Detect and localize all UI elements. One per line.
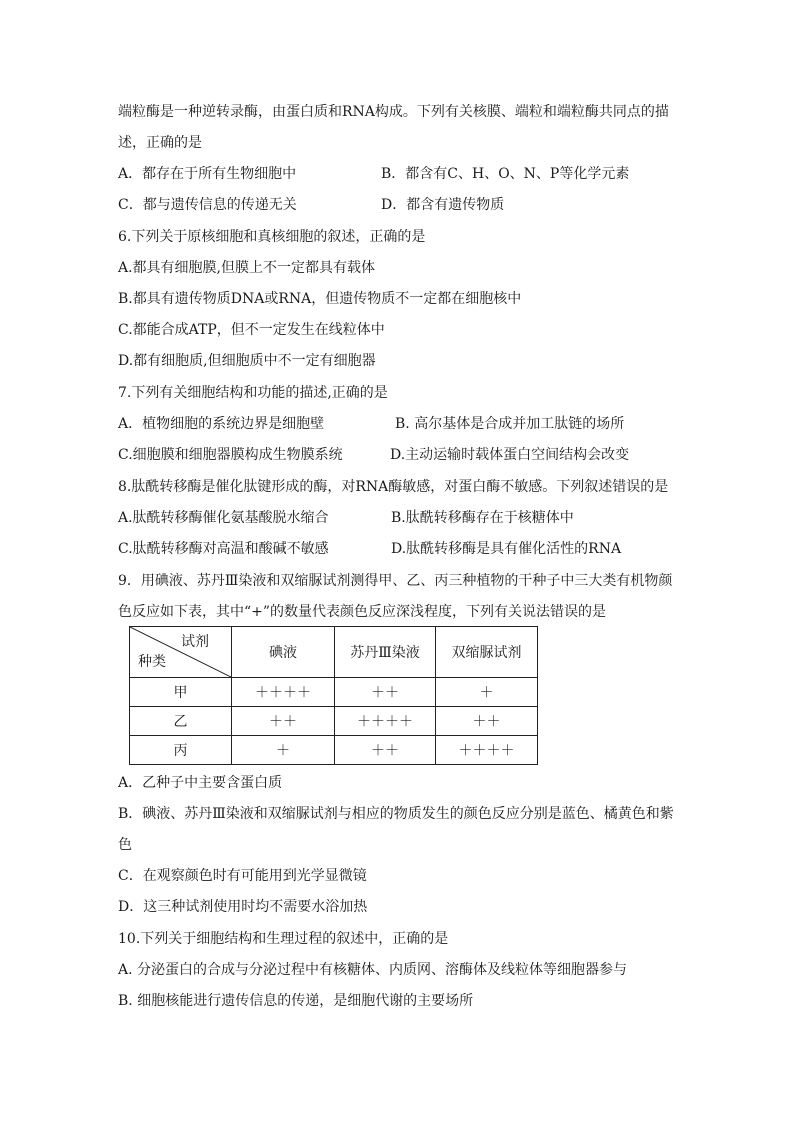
table-cell: ＋ — [436, 678, 538, 707]
q7-option-d: D.主动运输时载体蛋白空间结构会改变 — [390, 447, 630, 463]
q6-option-b: B.都具有遗传物质DNA或RNA，但遗传物质不一定都在细胞核中 — [118, 291, 522, 307]
q7-option-a: A．植物细胞的系统边界是细胞壁 — [118, 416, 325, 432]
column-header: 碘液 — [232, 627, 335, 678]
q9-stem-line2: 色反应如下表，其中“+”的数量代表颜色反应深浅程度，下列有关说法错误的是 — [118, 604, 607, 620]
reagent-table — [129, 626, 538, 765]
q8-option-d: D.肽酰转移酶是具有催化活性的RNA — [391, 541, 622, 557]
q10-option-a: A. 分泌蛋白的合成与分泌过程中有核糖体、内质网、溶酶体及线粒体等细胞器参与 — [118, 962, 628, 978]
column-header: 双缩脲试剂 — [436, 627, 538, 678]
table-cell: ＋＋ — [232, 707, 335, 736]
q10-stem: 10.下列关于细胞结构和生理过程的叙述中，正确的是 — [118, 931, 449, 947]
q9-option-b-line2: 色 — [118, 837, 132, 853]
q9-option-c: C．在观察颜色时有可能用到光学显微镜 — [118, 868, 367, 884]
q9-option-b-line1: B．碘液、苏丹Ⅲ染液和双缩脲试剂与相应的物质发生的颜色反应分别是蓝色、橘黄色和紫 — [118, 806, 674, 822]
table-cell: ＋＋ — [436, 707, 538, 736]
table-cell: ＋＋＋＋ — [436, 736, 538, 765]
table-row — [130, 736, 538, 765]
q9-option-d: D．这三种试剂使用时均不需要水浴加热 — [118, 899, 368, 915]
q5-option-b: B．都含有C、H、O、N、P等化学元素 — [381, 166, 630, 182]
q6-option-d: D.都有细胞质,但细胞质中不一定有细胞器 — [118, 353, 376, 369]
q6-option-c: C.都能合成ATP，但不一定发生在线粒体中 — [118, 322, 385, 338]
q6-stem: 6.下列关于原核细胞和真核细胞的叙述，正确的是 — [118, 229, 426, 245]
q5-stem-line1: 端粒酶是一种逆转录酶，由蛋白质和RNA构成。下列有关核膜、端粒和端粒酶共同点的描 — [118, 104, 669, 120]
row-label: 丙 — [130, 736, 232, 765]
q7-option-b: B. 高尔基体是合成并加工肽链的场所 — [395, 416, 625, 432]
q8-option-a: A.肽酰转移酶催化氨基酸脱水缩合 — [118, 510, 329, 526]
q10-option-b: B. 细胞核能进行遗传信息的传递，是细胞代谢的主要场所 — [118, 993, 474, 1009]
q5-option-a: A．都存在于所有生物细胞中 — [118, 166, 297, 182]
q5-option-d: D．都含有遗传物质 — [381, 197, 505, 213]
q8-option-c: C.肽酰转移酶对高温和酸碱不敏感 — [118, 541, 329, 557]
q9-stem-line1: 9．用碘液、苏丹Ⅲ染液和双缩脲试剂测得甲、乙、丙三种植物的干种子中三大类有机物颜 — [118, 573, 673, 589]
row-label: 甲 — [130, 678, 232, 707]
q5-stem-line2: 述，正确的是 — [118, 135, 202, 151]
table-cell: ＋＋＋＋ — [232, 678, 335, 707]
table-cell: ＋＋ — [335, 736, 436, 765]
table-row — [130, 678, 538, 707]
corner-label-reagent: 试剂 — [181, 634, 209, 650]
q7-option-c: C.细胞膜和细胞器膜构成生物膜系统 — [118, 447, 343, 463]
column-header: 苏丹Ⅲ染液 — [335, 627, 436, 678]
q9-option-a: A．乙种子中主要含蛋白质 — [118, 775, 283, 791]
q7-stem: 7.下列有关细胞结构和功能的描述,正确的是 — [118, 385, 388, 401]
q6-option-a: A.都具有细胞膜,但膜上不一定都具有载体 — [118, 260, 376, 276]
table-cell: ＋＋＋＋ — [335, 707, 436, 736]
corner-label-species: 种类 — [138, 654, 166, 670]
q5-option-c: C．都与遗传信息的传递无关 — [118, 197, 297, 213]
row-label: 乙 — [130, 707, 232, 736]
table-row — [130, 707, 538, 736]
q8-stem: 8.肽酰转移酶是催化肽键形成的酶，对RNA酶敏感，对蛋白酶不敏感。下列叙述错误的是 — [118, 479, 669, 495]
table-corner-cell — [130, 627, 232, 678]
table-cell: ＋ — [232, 736, 335, 765]
q8-option-b: B.肽酰转移酶存在于核糖体中 — [391, 510, 574, 526]
table-cell: ＋＋ — [335, 678, 436, 707]
